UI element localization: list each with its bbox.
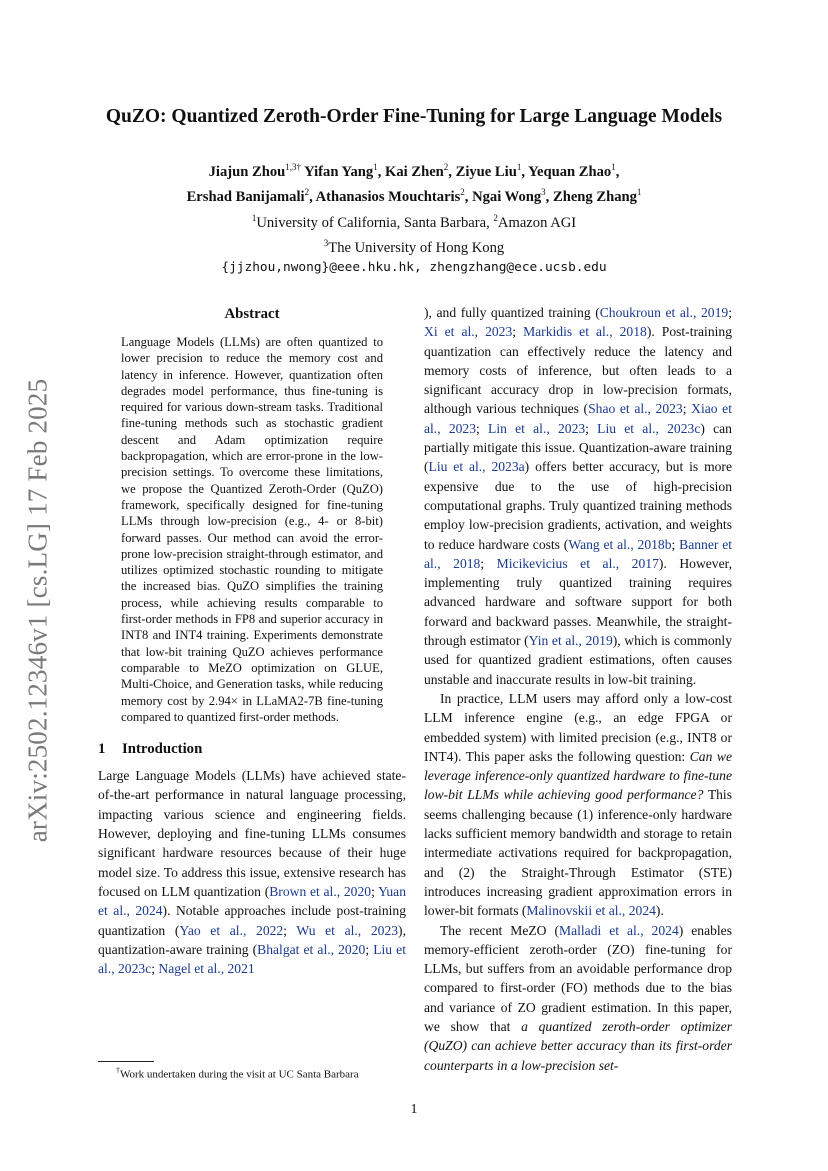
citation-link[interactable]: Lin et al., 2023 (488, 420, 586, 436)
author-affiliation-marker: 1 (373, 162, 378, 172)
author-affiliation-marker: 3 (541, 187, 546, 198)
paper-title: QuZO: Quantized Zeroth-Order Fine-Tuning for Large Language Models (105, 106, 723, 127)
arxiv-id-text: arXiv:2502.12346v1 [cs.LG] 17 Feb 2025 (22, 378, 53, 842)
footnote-text: Work undertaken during the visit at UC Santa Barbara (120, 1068, 359, 1081)
author-affiliation-marker: 1 (516, 162, 522, 172)
citation-link[interactable]: Micikevicius et al., 2017 (496, 555, 659, 571)
citation-link[interactable]: Shao et al., 2023 (588, 401, 683, 417)
intro-paragraph-1: Large Language Models (LLMs) have achieved state-of-the-art performance in natural language processing, impacting various science and engineering fields. However, deploying and fine-tuning LLMs consumes significant hardware resources because of their huge model size. To address this issue, extensive research has focused on LLM quantization (Brown et al., 2020; Yuan et al., 2024). Notable approaches include post-training quantization (Yao et al., 2022; Wu et al., 2023), quantization-aware training (Bhalgat et al., 2020; Liu et al., 2023c; Nagel et al., 2021 (98, 768, 407, 977)
author-name: Ershad Banijamali (186, 189, 305, 206)
citation-link[interactable]: Wang et al., 2018b (568, 536, 672, 552)
citation-link[interactable]: Markidis et al., 2018 (523, 324, 647, 340)
citation-link[interactable]: Yao et al., 2022 (179, 922, 284, 938)
author-name: Kai Zhen (385, 163, 444, 180)
affiliation-text: University of California, Santa Barbara, (256, 214, 494, 231)
citation-link[interactable]: Wu et al., 2023 (296, 922, 399, 938)
citation-link[interactable]: Liu et al., 2023c (597, 420, 701, 436)
citation-link[interactable]: Yuan et al., 2024 (98, 883, 407, 919)
emphasized-text: Can we leverage inference-only quantized hardware to fine-tune low-bit LLMs while achieving good performance? (424, 748, 732, 803)
author-name: Ziyue Liu (455, 163, 517, 180)
author-name: Athanasios Mouchtaris (315, 189, 461, 206)
section-heading (98, 741, 406, 758)
author-affiliation-marker: 1,3† (285, 162, 302, 172)
affiliation-marker: 3 (323, 238, 329, 249)
citation-link[interactable]: Bhalgat et al., 2020 (257, 941, 366, 957)
citation-link[interactable]: Xi et al., 2023 (424, 324, 513, 340)
citation-link[interactable]: Malinovskii et al., 2024 (526, 903, 656, 919)
section-number: 1 (98, 741, 106, 758)
citation-link[interactable]: Yin et al., 2019 (528, 633, 613, 649)
author-affiliation-marker: 2 (443, 162, 449, 172)
intro-paragraph-3: The recent MeZO (Malladi et al., 2024) enables memory-efficient zeroth-order (ZO) fine-tuning for LLMs, but suffers from an avoidable performance drop compared to first-order (FO) methods due to the bias and variance of ZO gradient estimation. In this paper, we show that a quantized zeroth-order optimizer (QuZO) can achieve better accuracy than its first-order counterparts in a low-precision set- (424, 922, 732, 1073)
arxiv-identifier (18, 365, 58, 855)
intro-paragraph-1-continued: ), and fully quantized training (Choukroun et al., 2019; Xi et al., 2023; Markidis et al., 2018). Post-training quantization can effectively reduce the latency and memory costs of inference, but often leads to a significant accuracy drop in low-precision formats, although various techniques (Shao et al., 2023; Xiao et al., 2023; Lin et al., 2023; Liu et al., 2023c) can partially mitigate this issue. Quantization-aware training (Liu et al., 2023a) offers better accuracy, but is more expensive due to the use of high-precision computational graphs. Truly quantized training methods employ low-precision gradients, activation, and weights to reduce hardware costs (Wang et al., 2018b; Banner et al., 2018; Micikevicius et al., 2017). However, implementing truly quantized training requires advanced hardware and software support for both forward and backward passes. Meanwhile, the straight-through estimator (Yin et al., 2019), which is commonly used for quantized gradient estimations, often causes unstable and inaccurate results in low-bit training. (424, 305, 733, 687)
right-column (424, 303, 732, 1075)
citation-link[interactable]: Liu et al., 2023a (428, 459, 525, 475)
citation-link[interactable]: Liu et al., 2023c (98, 941, 406, 977)
affiliation-line-1 (110, 208, 718, 233)
author-affiliation-marker: 1 (611, 162, 616, 172)
author-name: Yequan Zhao (528, 163, 612, 180)
footnote-rule (98, 1061, 154, 1062)
affiliation-marker: 2 (493, 212, 498, 223)
author-emails: {jjzhou,nwong}@eee.hku.hk, zhengzhang@ece.ucsb.edu (221, 260, 607, 276)
affiliation-text: The University of Hong Kong (328, 239, 505, 256)
citation-link[interactable]: Banner et al., 2018 (424, 536, 732, 571)
citation-link[interactable]: Nagel et al., 2021 (158, 961, 255, 977)
citation-link[interactable]: Brown et al., 2020 (269, 883, 372, 899)
affiliation-marker: 1 (251, 212, 257, 223)
citation-link[interactable]: Malladi et al., 2024 (558, 922, 679, 938)
citation-link[interactable]: Xiao et al., 2023 (424, 401, 732, 436)
author-name: Yifan Yang (304, 163, 374, 180)
author-name: Jiajun Zhou (208, 163, 286, 180)
author-name: Zheng Zhang (552, 189, 637, 206)
page-number: 1 (410, 1102, 418, 1117)
emphasized-text: a quantized zeroth-order optimizer (QuZO) can achieve better accuracy than its first-order counterparts in a low-precision set- (424, 1018, 732, 1073)
authors-line-1: Jiajun Zhou$^{1,3\dagger}$ Yifan Yang$^1$, Kai Zhen$^2$, Ziyue Liu$^1$, Yequan Zhao$^1$, (208, 162, 620, 180)
affiliation-text: Amazon AGI (497, 214, 577, 231)
footnote-marker: † (116, 1066, 120, 1075)
abstract-heading: Abstract (224, 306, 280, 322)
author-affiliation-marker: 1 (636, 187, 642, 198)
section-title: Introduction (122, 741, 203, 758)
intro-paragraph-2: In practice, LLM users may afford only a low-cost LLM inference engine (e.g., an edge FPGA or embedded system) with limited precision (e.g., INT8 or INT4). This paper asks the following question: Can we leverage inference-only quantized hardware to fine-tune low-bit LLMs while achieving good performance? This seems challenging because (1) inference-only hardware lacks sufficient memory bandwidth and storage to retain intermediate activations required for backpropagation, and (2) the Straight-Through Estimator (STE) introduces increasing gradient approximation errors in lower-bit formats (Malinovskii et al., 2024). (424, 690, 732, 919)
paper-header (110, 157, 718, 279)
abstract-text: Language Models (LLMs) are often quantized to lower precision to reduce the memory cost and latency in inference. However, quantization often degrades model performance, thus fine-tuning is required for various down-stream tasks. Traditional fine-tuning methods such as stochastic gradient descent and Adam optimization require backpropagation, which are error-prone in the low-precision settings. To overcome these limitations, we propose the Quantized Zeroth-Order (QuZO) framework, specifically designed for fine-tuning LLMs through low-precision (e.g., 4- or 8-bit) forward passes. Our method can avoid the error-prone low-precision straight-through estimator, and utilizes optimized stochastic rounding to mitigate the increased bias. QuZO simplifies the training process, while achieving results comparable to first-order methods in FP8 and superior accuracy in INT8 and INT4 training. Experiments demonstrate that low-bit training QuZO achieves performance comparable to MeZO optimization on GLUE, Multi-Choice, and Generation tasks, while reducing memory cost by 2.94× in LLaMA2-7B fine-tuning compared to quantized first-order methods. (121, 335, 383, 724)
left-column (98, 306, 406, 978)
citation-link[interactable]: Choukroun et al., 2019 (599, 305, 729, 320)
author-name: Ngai Wong (472, 189, 542, 206)
authors-line-2: Ershad Banijamali$^2$, Athanasios Mouchtaris$^2$, Ngai Wong$^3$, Zheng Zhang$^1$ (186, 187, 642, 206)
author-affiliation-marker: 2 (460, 187, 465, 198)
footnote (98, 1064, 406, 1082)
author-affiliation-marker: 2 (304, 187, 310, 198)
affiliation-line-2 (110, 233, 718, 258)
